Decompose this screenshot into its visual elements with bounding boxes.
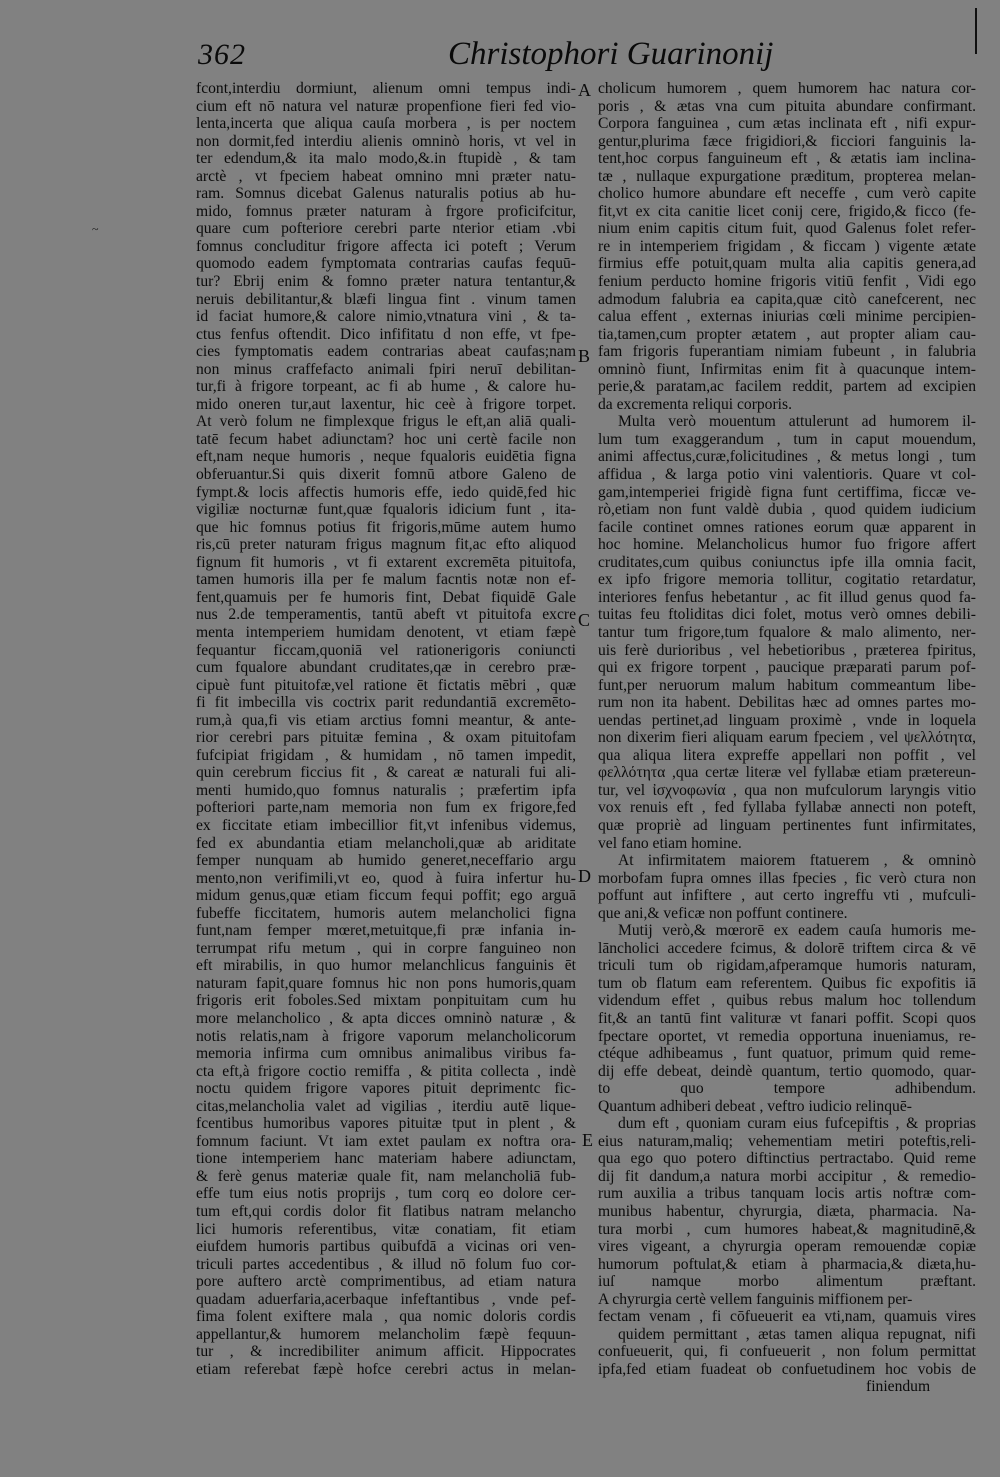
- text-line: rior cerebri pars pituitæ femina , & oxam pituitofam: [196, 729, 576, 747]
- text-line: tur , & incredibiliter animum afficit. Hippocrates: [196, 1343, 576, 1361]
- text-line: gam,intemperiei frigidè figna funt certiffima, ficcæ ve-: [598, 483, 976, 501]
- text-line: uendas pertinet,ad linguam proximè , vnde in loquela: [598, 711, 976, 729]
- page-header: [198, 38, 968, 78]
- text-line: fcentibus humoribus vapores pituitæ tput in plent , &: [196, 1115, 576, 1133]
- text-line: vigiliæ nocturnæ funt,quæ fqualoris idicium funt , ita-: [196, 501, 576, 519]
- margin-letter-c: C: [578, 610, 591, 630]
- text-line: lum tum exaggerandum , tum in caput mouendum,: [598, 430, 976, 448]
- text-line: vires vigeant, a chyrurgia operam remouendæ copiæ: [598, 1238, 976, 1256]
- margin-letter-d: D: [578, 866, 591, 886]
- text-line: rum auxilia a tribus tanquam locis artis noftræ com-: [598, 1185, 976, 1203]
- text-line: fympt.& locis affectis humoris effe, iedo quidē,fed hic: [196, 483, 576, 501]
- text-line: ctus fenfus oftendit. Dico infifitatu d non effe, vt fpe-: [196, 325, 576, 343]
- text-line: fed ex abundantia etiam melancholi,quæ ab ariditate: [196, 834, 576, 852]
- text-line: ex ficcitate etiam imbecillior fit,vt infenibus videmus,: [196, 816, 576, 834]
- text-line: mido oneren tur,aut laxentur, hic ceè à frigore torpet.: [196, 395, 576, 413]
- text-line: ex ipfo frigore memoria tollitur, cogitatio retardatur,: [598, 571, 976, 589]
- text-line: nus 2.de temperamentis, tantū abeft vt pituitofa excre: [196, 606, 576, 624]
- text-line: id faciat humore,& calore nimio,vtnatura vini , & ta-: [196, 308, 576, 326]
- text-line: fent,quamuis per fe humoris fint, Debat fiquidē Gale: [196, 588, 576, 606]
- text-line: calua effent , externas iniurias cœli minime percipien-: [598, 308, 976, 326]
- text-line: lici humoris referentibus, vitæ conatiam, fit etiam: [196, 1220, 576, 1238]
- text-line: φελλότητα ,qua certæ literæ vel fyllabæ etiam prætereun-: [598, 764, 976, 782]
- right-text-column: [598, 80, 976, 1396]
- text-line: qua ego quo potero diftinctius pertractabo. Quid reme: [598, 1150, 976, 1168]
- text-line: fubeffe ficcitatem, humoris autem melancholici figna: [196, 904, 576, 922]
- text-line: humorum poftulat,& etiam à pharmacia,& diæta,hu-: [598, 1255, 976, 1273]
- text-line: lenta,incerta que aliqua cauſa morbera , is per noctem: [196, 115, 576, 133]
- text-line: vox renuis eft , fed fyllaba fyllabæ annecti non poteft,: [598, 799, 976, 817]
- text-line: fima folent exiftere mala , qua nomic doloris cordis: [196, 1308, 576, 1326]
- text-line: naturam fapit,quare fomnus hic non pons humoris,quam: [196, 974, 576, 992]
- text-line: rum non ita habent. Debilitas hæc ad omnes partes mo-: [598, 694, 976, 712]
- text-line: videndum effet , quibus rebus malum hoc tollendum: [598, 992, 976, 1010]
- text-line: more melancholico , & apta dicces omninò naturæ , &: [196, 1009, 576, 1027]
- text-line: At infirmitatem maiorem ftatuerem , & omninò: [618, 852, 976, 870]
- text-line: neruis debilitantur,& blæfi lingua fint . vinum tamen: [196, 290, 576, 308]
- text-line: obferuantur.Si quis dixerit fomnū atbore Galeno de: [196, 466, 576, 484]
- text-line: Mutij verò,& mœrorē ex eadem cauſa humoris me-: [618, 922, 976, 940]
- text-line: qui ex frigore torpent , paucique præparati parum pof-: [598, 659, 976, 677]
- text-line: hoc homine. Melancholicus humor fuo frigore affert: [598, 536, 976, 554]
- text-line: fpectare oportet, vt remedia opportuna inueniamus, re-: [598, 1027, 976, 1045]
- page-number: 362: [198, 38, 246, 71]
- text-line: tatē fecum habet adiunctam? hoc uni certè facile non: [196, 430, 576, 448]
- text-line: dij fit dandum,a natura morbi accipitur , & remedio-: [598, 1167, 976, 1185]
- text-line: ctéque adhibeamus , funt quatuor, primum quid reme-: [598, 1045, 976, 1063]
- text-line: que ani,& veficæ non poffunt continere.: [598, 904, 848, 922]
- text-line: quin cerebrum ficcius fit , & careat æ naturali fui ali-: [196, 764, 576, 782]
- text-line: menta intemperiem humidam denotent, vt etiam fæpè: [196, 623, 576, 641]
- text-line: quæ propriè ad linguam pertinentes funt infirmitates,: [598, 816, 976, 834]
- text-line: morbofam fupra omnes illas fpecies , fic verò ctura non: [598, 869, 976, 887]
- text-line: re in intemperiem frigidam , & ficcam ) vigente ætate: [598, 237, 976, 255]
- text-line: tur,fi à frigore torpeant, ac fi ab hume , & calore hu-: [196, 378, 576, 396]
- text-line: non minus craffefacto animali fpiri neruī debilitan-: [196, 360, 576, 378]
- text-line: menti humido,quo fomnus naturalis ; præfertim ipfa: [196, 781, 576, 799]
- text-line: Quantum adhiberi debeat , veftro iudicio relinquē-: [598, 1097, 912, 1115]
- text-line: funt,nam femper mœret,metuitque,fi præ infania in-: [196, 922, 576, 940]
- stray-ink-mark: ~: [92, 222, 99, 236]
- text-line: eft,nam neque humoris , neque fqualoris euidētia figna: [196, 448, 576, 466]
- text-line: ipfa,fed etiam fuadeat ob confuetudinem hoc vobis de: [598, 1360, 976, 1378]
- text-line: tantur tum frigore,tum fqualore & malo alimento, ner-: [598, 623, 976, 641]
- text-line: fignum fit humoris , vt fi extarent excremēta pituitofa,: [196, 553, 576, 571]
- text-line: rum,à qua,fi vis etiam arctius fomni meantur, & ante-: [196, 711, 576, 729]
- text-line: cholicum humorem , quem humorem hac natura cor-: [598, 80, 976, 97]
- text-line: eius naturam,maliq; vehementiam metiri poteftis,reli-: [598, 1132, 976, 1150]
- text-line: fit,& an tantū fint valituræ vt fanari poffit. Scopi quos: [598, 1009, 976, 1027]
- margin-letter-a: A: [578, 80, 591, 100]
- text-line: quidem permittant , ætas tamen aliqua repugnat, nifi: [618, 1325, 976, 1343]
- text-line: terrumpat rifu metum , qui in corpre fanguineo non: [196, 939, 576, 957]
- text-line: ram. Somnus dicebat Galenus naturalis potius ab hu-: [196, 185, 576, 203]
- text-line: nium enim capitis citum fuit, quod Galenus folet refer-: [598, 220, 976, 238]
- text-line: fit,vt ex cita canitie licet conij cere, frigido,& ficco (fe-: [598, 202, 976, 220]
- text-line: triculi tum ob rigidam,afperamque humoris naturam,: [598, 957, 976, 975]
- text-line: fenium perducto homine frigoris vitiū fenfit , Vidi ego: [598, 273, 976, 291]
- text-line: cholico humore abundare eft neceffe , cum verò capite: [598, 185, 976, 203]
- text-line: etiam referebat fæpè hofce cerebri actus in melan-: [196, 1360, 576, 1378]
- text-line: lāncholici accedere fcimus, & dolorē triftem circa & vē: [598, 939, 976, 957]
- text-line: & ferè genus materiæ quale fit, nam melancholiā fub-: [196, 1167, 576, 1185]
- text-line: que hic fomnus potius fit frigoris,mūme autem humo: [196, 518, 576, 536]
- text-line: dum eft , quoniam curam eius fufcepiftis , & proprias: [618, 1115, 976, 1133]
- text-line: notis relatis,nam à frigore vaporum melancholicorum: [196, 1027, 576, 1045]
- text-line: tæ , nullaque expurgatione præditum, propterea melan-: [598, 167, 976, 185]
- text-line: fequantur ficcam,quoniā vel rationerigoris coniuncti: [196, 641, 576, 659]
- text-line: qua aliqua litera expreffe appellari non poffit , vel: [598, 746, 976, 764]
- text-line: tur? Ebrij enim & fomno præter natura tentantur,&: [196, 273, 576, 291]
- text-line: da excrementa reliqui corporis.: [598, 395, 792, 413]
- text-line: firmius effe potuit,quam multa alia capitis genera,ad: [598, 255, 976, 273]
- text-line: tione intemperiem hanc materiam habere adiunctam,: [196, 1150, 576, 1168]
- text-line: A chyrurgia certè vellem fanguinis miffionem per-: [598, 1290, 913, 1308]
- text-line: non dixerim fieri aliquam earum fpeciem , vel ψελλότητα,: [598, 729, 976, 747]
- text-line: cta eft,à frigore coctio remiffa , & pitita collecta , indè: [196, 1062, 576, 1080]
- text-line: dij effe debeat, deindè quantum, tertio quomodo, quar-: [598, 1062, 976, 1080]
- text-line: cum fqualore abundant cruditates,qæ in cerebro præ-: [196, 659, 576, 677]
- text-line: animi affectus,curæ,folicitudines , & metus longi , tum: [598, 448, 976, 466]
- text-line: vel fano etiam homine.: [598, 834, 742, 852]
- text-line: admodum falubria ea capita,quæ citò canefcerent, nec: [598, 290, 976, 308]
- text-line: fam frigoris fuperantiam nimiam fubeunt , in falubria: [598, 343, 976, 361]
- text-line: frigoris erit foboles.Sed mixtam ponpituitam cum hu: [196, 992, 576, 1010]
- text-line: confueuerit, qui, fi confueuerit , non folum permittat: [598, 1343, 976, 1361]
- text-line: perie,& paratam,ac facilem reddit, partem ad excipien: [598, 378, 976, 396]
- text-line: appellantur,& humorem melancholim fæpè fequun-: [196, 1325, 576, 1343]
- text-line: eiufdem humoris partibus quibufdā a vicinas ori ven-: [196, 1238, 576, 1256]
- text-line: pore auftero arctè comprimentibus, ad etiam natura: [196, 1273, 576, 1291]
- text-line: fomnum faciunt. Vt iam extet paulam ex noftra ora-: [196, 1132, 576, 1150]
- text-line: interiores fenfus hebetantur , ac fit illud genus quod fa-: [598, 588, 976, 606]
- text-line: facile continet omnes rationes eorum quæ apparent in: [598, 518, 976, 536]
- text-line: tia,tamen,cum propter ætatem , aut propter aliam cau-: [598, 325, 976, 343]
- text-line: arctè , vt fpeciem habeat omnino mni præter natu-: [196, 167, 576, 185]
- text-line: rò,etiam non funt valdè dubia , quod quidem iudicium: [598, 501, 976, 519]
- text-line: cies fymptomatis eadem contrarias abeat caufas;nam: [196, 343, 576, 361]
- text-line: cruditates,cum quibus coniunctus ipfe illa omnia facit,: [598, 553, 976, 571]
- text-line: quomodo eadem fymptomata contrarias caufas fequū-: [196, 255, 576, 273]
- text-line: fcont,interdiu dormiunt, alienum omni tempus indi-: [196, 80, 576, 97]
- text-line: femper nunquam ab humido generet,neceffario argu: [196, 852, 576, 870]
- text-line: ris,cū preter naturam frigus magnum fit,ac efto aliquod: [196, 536, 576, 554]
- margin-letter-b: B: [578, 346, 591, 366]
- text-line: gentur,plurima fæce frigidiori,& ficciori fanguinis la-: [598, 132, 976, 150]
- text-line: Corpora fanguinea , cum ætas inclinata eft , nifi expur-: [598, 115, 976, 133]
- text-line: memoria infirma cum omnibus animalibus viribus fa-: [196, 1045, 576, 1063]
- text-line: citas,melancholia valet ad vigilias , iterdiu autē lique-: [196, 1097, 576, 1115]
- text-line: eft mirabilis, in quo humor melanchlicus fanguinis ēt: [196, 957, 576, 975]
- text-line: non dormit,fed interdiu alienis omninò horis, vt vel in: [196, 132, 576, 150]
- text-line: triculi partes accedentibus , & illud nō folum fuo cor-: [196, 1255, 576, 1273]
- text-line: poris , & ætas vna cum pituita abundare confirmant.: [598, 97, 976, 115]
- text-line: uis ferè durioribus , vel hebetioribus , præterea fpiritus,: [598, 641, 976, 659]
- text-line: tent,hoc corpus fanguineum eft , & ætatis iam inclina-: [598, 150, 976, 168]
- text-line: tum ob flatum eam referentem. Quibus fic expofitis iā: [598, 974, 976, 992]
- text-line: effe tum eius notis proprijs , tum corq eo dolore cer-: [196, 1185, 576, 1203]
- text-line: fi fit imbecilla vis coctrix parit redundantiā excremēto-: [196, 694, 576, 712]
- text-line: tamen humoris illa per fe malum facntis notæ non ef-: [196, 571, 576, 589]
- text-line: mido, fomnus præter naturam à frgore proficifcitur,: [196, 202, 576, 220]
- text-line: quadam aduerfaria,acerbaque infeftantibus , vnde pef-: [196, 1290, 576, 1308]
- text-line: noctu quidem frigore vapores pituit deprimentc fic-: [196, 1080, 576, 1098]
- running-head: Christophori Guarinonij: [448, 36, 774, 72]
- text-line: cium eft nō natura vel naturæ propenfione fieri fed vio-: [196, 97, 576, 115]
- text-line: tuitas feu ftoliditas dici folet, motus verò omnes debili-: [598, 606, 976, 624]
- text-line: munibus habentur, chyrurgia, diæta, pharmacia. Na-: [598, 1203, 976, 1220]
- text-line: midum genus,quæ etiam ficcum fequi poffit; ego arguā: [196, 887, 576, 905]
- text-line: cipuè funt pituitofæ,vel ratione ēt fictatis mēbri , quæ: [196, 676, 576, 694]
- text-line: tura morbi , cum humores habeat,& magnitudinē,&: [598, 1220, 976, 1238]
- text-line: affidua , & larga potio vini valentioris. Quare vt col-: [598, 466, 976, 484]
- text-line: mento,non verifimili,vt eo, quod à fuira infertur hu-: [196, 869, 576, 887]
- text-line: fufcipiat frigidam , & humidam , nō tamen impedit,: [196, 746, 576, 764]
- text-line: fomnus concluditur frigore affecta ici poteft ; Verum: [196, 237, 576, 255]
- text-line: Multa verò mouentum attulerunt ad humorem il-: [618, 413, 976, 431]
- text-line: to quo tempore adhibendum.: [598, 1080, 976, 1098]
- text-line: ter edendum,& ita malo modo,&.in ftupidè , & tam: [196, 150, 576, 168]
- left-text-column: [196, 80, 576, 1378]
- text-line: iuſ namque morbo alimentum præftant.: [598, 1273, 976, 1291]
- text-line: At verò folum ne fimplexque frigus le eft,an aliā quali-: [196, 413, 576, 431]
- text-line: tum eft,qui cordis dolor fit flatibus natram melancho: [196, 1203, 576, 1220]
- text-line: poffunt aut infiftere , aut certo ingreffu vti , mufculi-: [598, 887, 976, 905]
- text-line: pofteriori parte,nam memoria non fum ex frigore,fed: [196, 799, 576, 817]
- text-line: funt,per neruorum malum habitum commeantum libe-: [598, 676, 976, 694]
- margin-letter-e: E: [582, 1130, 593, 1150]
- text-line: finiendum: [866, 1378, 931, 1396]
- page-edge-rule: [975, 8, 977, 54]
- text-line: fectam venam , fi cōfueuerit ea vti,nam, quamuis vires: [598, 1308, 976, 1326]
- text-line: omninò fiunt, Infirmitas enim fit à quacunque intem-: [598, 360, 976, 378]
- text-line: quare cum pofteriore cerebri parte nterior etiam .vbi: [196, 220, 576, 238]
- text-line: tur, vel ἰσχνοφωνία , qua non mufculorum laryngis vitio: [598, 781, 976, 799]
